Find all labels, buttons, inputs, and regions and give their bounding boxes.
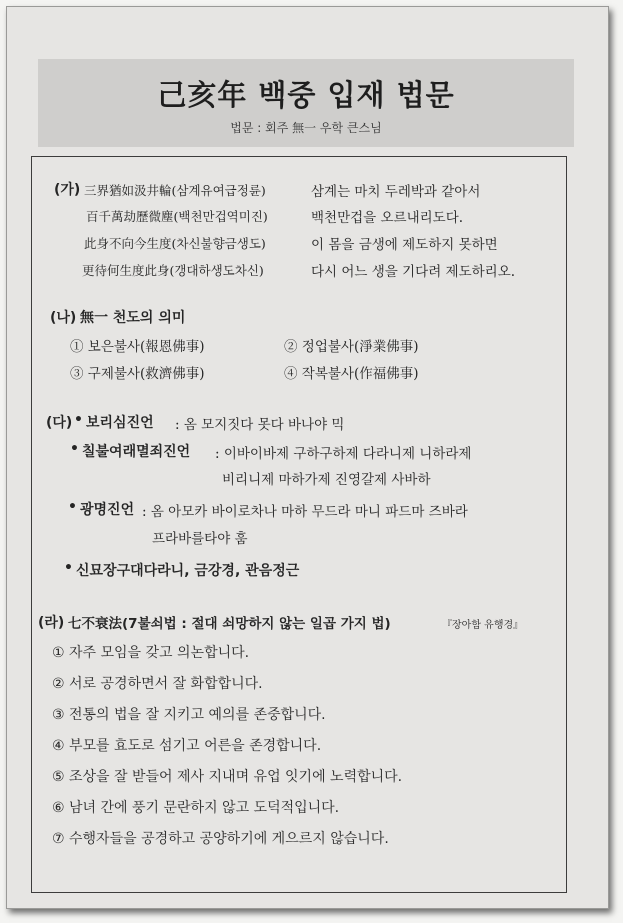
da-entry-2-text-cont: 비리니제 마하가제 진영갈제 사바하	[222, 472, 431, 488]
ra-item-4: ④ 부모를 효도로 섬기고 어른을 존경합니다.	[52, 738, 322, 754]
page-title: 己亥年 백중 입재 법문	[157, 78, 455, 112]
da-entry-3-title: 광명진언	[80, 502, 135, 518]
na-item-3: ③ 구제불사(救濟佛事)	[70, 366, 205, 382]
ra-item-2: ② 서로 공경하면서 잘 화합합니다.	[52, 676, 263, 692]
ga-line-1-hanja: 三界猶如汲井輪(삼계유여급정륜)	[84, 183, 266, 198]
title-banner	[38, 59, 574, 147]
ra-item-7: ⑦ 수행자들을 공경하고 공양하기에 게으르지 않습니다.	[52, 831, 389, 847]
ra-item-5: ⑤ 조상을 잘 받들어 제사 지내며 유업 잇기에 노력합니다.	[52, 769, 403, 785]
da-entry-4-title: 신묘장구대다라니, 금강경, 관음정근	[76, 563, 300, 579]
ga-line-4-hanja: 更待何生度此身(갱대하생도차신)	[82, 263, 264, 278]
da-entry-3-text-cont: 프라바를타야 훔	[152, 531, 248, 547]
bullet-icon: •	[64, 560, 73, 576]
ga-line-3-korean: 이 몸을 금생에 제도하지 못하면	[311, 237, 498, 253]
na-item-1: ① 보은불사(報恩佛事)	[70, 339, 205, 355]
ga-line-2-korean: 백천만겁을 오르내리도다.	[311, 210, 464, 226]
da-entry-2-title: 칠불여래멸죄진언	[82, 444, 191, 460]
section-na-label: (나)	[50, 310, 77, 326]
da-entry-1-text: : 옴 모지짓다 못다 바나야 믹	[175, 417, 345, 433]
ga-line-1-korean: 삼계는 마치 두레박과 같아서	[311, 184, 481, 200]
bullet-icon: •	[68, 499, 77, 515]
da-entry-3-text: : 옴 아모카 바이로차나 마하 무드라 마니 파드마 즈바라	[142, 504, 468, 520]
section-da-label: (다)	[46, 415, 73, 431]
da-entry-2-text: : 이바이바제 구하구하제 다라니제 니하라제	[215, 446, 472, 462]
page-subtitle: 법문 : 회주 無一 우학 큰스님	[230, 121, 382, 135]
section-ra-source: 『장아함 유행경』	[442, 620, 524, 631]
ra-item-1: ① 자주 모임을 갖고 의논합니다.	[52, 645, 250, 661]
bullet-icon: •	[74, 412, 83, 428]
ra-item-6: ⑥ 남녀 간에 풍기 문란하지 않고 도덕적입니다.	[52, 800, 340, 816]
ga-line-4-korean: 다시 어느 생을 기다려 제도하리오.	[311, 264, 516, 280]
section-na-title: 無一 천도의 의미	[80, 310, 186, 326]
na-item-2: ② 정업불사(淨業佛事)	[284, 339, 419, 355]
ga-line-2-hanja: 百千萬劫歷微塵(백천만겁역미진)	[86, 209, 268, 224]
bullet-icon: •	[70, 441, 79, 457]
section-ga-label: (가)	[54, 182, 81, 198]
ra-item-3: ③ 전통의 법을 잘 지키고 예의를 존중합니다.	[52, 707, 326, 723]
na-item-4: ④ 작복불사(作福佛事)	[284, 366, 419, 382]
ga-line-3-hanja: 此身不向今生度(차신불향금생도)	[84, 236, 266, 251]
content-box	[31, 156, 567, 893]
da-entry-1-title: 보리심진언	[86, 415, 154, 431]
section-ra-title: 七不衰法(7불쇠법 : 절대 쇠망하지 않는 일곱 가지 법)	[68, 616, 391, 632]
section-ra-label: (라)	[38, 615, 65, 631]
